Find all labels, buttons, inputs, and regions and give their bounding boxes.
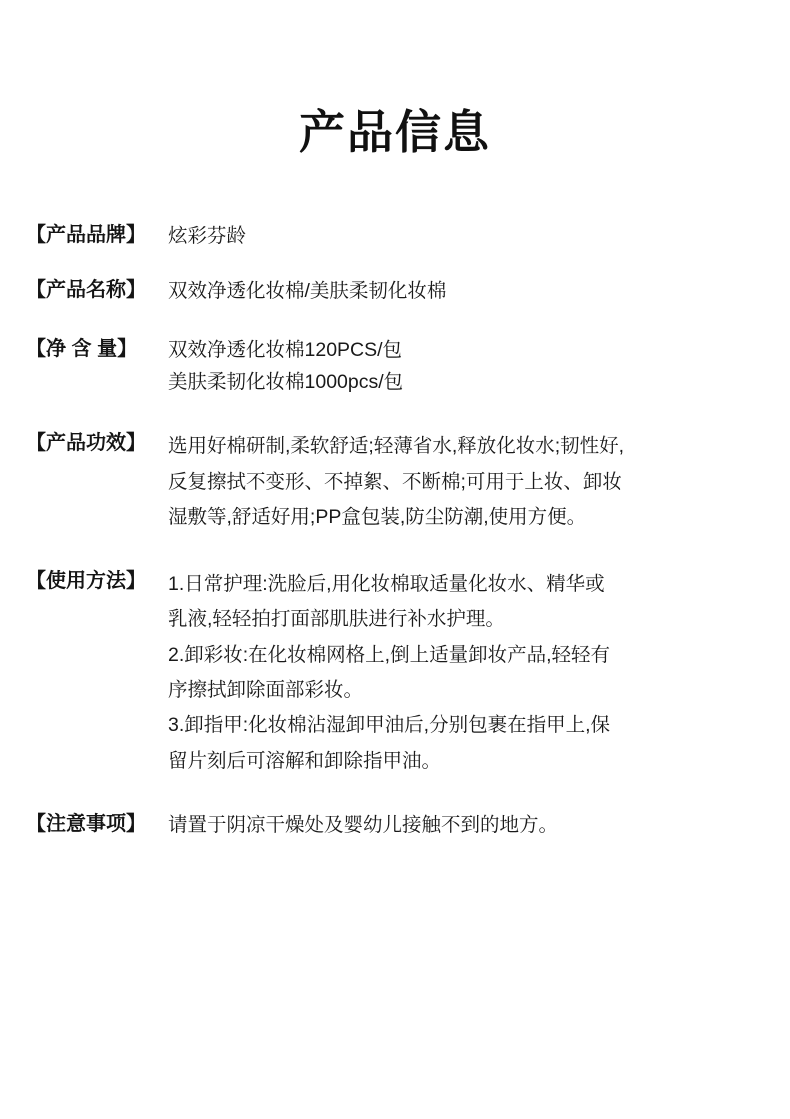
spec-line: 湿敷等,舒适好用;PP盒包装,防尘防潮,使用方便。 [168, 506, 587, 529]
spec-line: 请置于阴凉干燥处及婴幼儿接触不到的地方。 [168, 814, 559, 837]
spec-label-product-name: 【产品名称】 [26, 278, 146, 301]
spec-row-efficacy [26, 428, 764, 535]
spec-value-notice [168, 809, 764, 840]
spec-line: 乳液,轻轻拍打面部肌肤进行补水护理。 [168, 608, 505, 631]
spec-line: 序擦拭卸除面部彩妆。 [168, 679, 364, 701]
spec-line: 选用好棉研制,柔软舒适;轻薄省水,释放化妆水;韧性好, [168, 435, 625, 458]
spec-label-net-weight: 【净 含 量】 [26, 337, 138, 360]
spec-line: 反复擦拭不变形、不掉絮、不断棉;可用于上妆、卸妆 [168, 470, 622, 493]
spec-label-usage: 【使用方法】 [26, 569, 146, 592]
spec-label-brand: 【产品品牌】 [26, 223, 146, 246]
spec-row-brand [26, 220, 764, 251]
spec-label-efficacy: 【产品功效】 [26, 432, 146, 455]
spec-value-brand [168, 220, 764, 251]
spec-row-usage [26, 566, 764, 780]
spec-value-product-name [168, 275, 764, 306]
spec-value-usage [168, 566, 764, 780]
spec-line: 美肤柔韧化妆棉1000pcs/包 [168, 370, 404, 393]
spec-label-notice: 【注意事项】 [26, 813, 146, 836]
spec-line: 双效净透化妆棉/美肤柔韧化妆棉 [168, 279, 447, 302]
spec-row-product-name [26, 275, 764, 306]
spec-line: 双效净透化妆棉120PCS/包 [168, 338, 403, 361]
product-spec-list [26, 220, 764, 841]
spec-value-efficacy [168, 428, 764, 535]
spec-line: 2.卸彩妆:在化妆棉网格上,倒上适量卸妆产品,轻轻有 [168, 643, 611, 666]
spec-value-net-weight [168, 334, 764, 398]
spec-row-notice [26, 809, 764, 840]
page-title: 产品信息 [299, 106, 491, 158]
spec-line: 炫彩芬龄 [168, 224, 247, 247]
spec-line: 1.日常护理:洗脸后,用化妆棉取适量化妆水、精华或 [168, 572, 605, 595]
spec-line: 3.卸指甲:化妆棉沾湿卸甲油后,分别包裹在指甲上,保 [168, 714, 611, 737]
spec-row-net-weight [26, 334, 764, 398]
spec-line: 留片刻后可溶解和卸除指甲油。 [168, 749, 442, 772]
